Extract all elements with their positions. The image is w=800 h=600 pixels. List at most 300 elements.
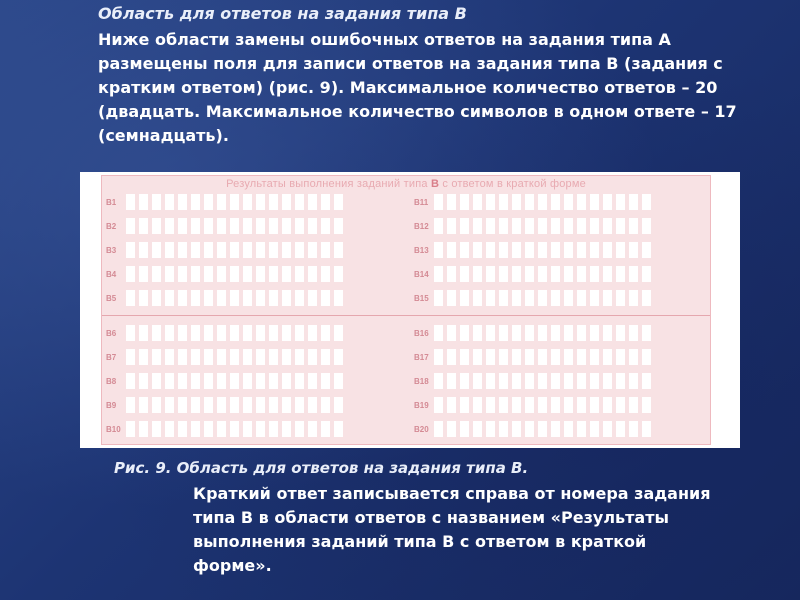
answer-cell[interactable]: [575, 323, 588, 343]
answer-cell[interactable]: [228, 240, 241, 260]
answer-cell[interactable]: [189, 240, 202, 260]
answer-cell[interactable]: [319, 192, 332, 212]
answer-cell[interactable]: [549, 347, 562, 367]
answer-cell[interactable]: [124, 192, 137, 212]
answer-cell[interactable]: [445, 288, 458, 308]
answer-cell[interactable]: [267, 371, 280, 391]
answer-cell[interactable]: [163, 371, 176, 391]
answer-cell[interactable]: [471, 347, 484, 367]
answer-cell[interactable]: [254, 240, 267, 260]
answer-cell[interactable]: [562, 192, 575, 212]
answer-cell[interactable]: [280, 192, 293, 212]
answer-cell[interactable]: [228, 371, 241, 391]
answer-cell[interactable]: [497, 240, 510, 260]
answer-cell[interactable]: [137, 264, 150, 284]
answer-cell[interactable]: [150, 347, 163, 367]
answer-cell[interactable]: [150, 216, 163, 236]
answer-cell[interactable]: [306, 192, 319, 212]
answer-cell[interactable]: [202, 264, 215, 284]
answer-cell[interactable]: [640, 323, 653, 343]
answer-cell[interactable]: [510, 323, 523, 343]
answer-cell[interactable]: [241, 347, 254, 367]
answer-cell[interactable]: [241, 371, 254, 391]
answer-cell[interactable]: [137, 288, 150, 308]
answer-cell[interactable]: [163, 264, 176, 284]
answer-cell[interactable]: [536, 216, 549, 236]
answer-cell[interactable]: [536, 192, 549, 212]
answer-cell[interactable]: [536, 288, 549, 308]
answer-cell[interactable]: [280, 323, 293, 343]
answer-cell[interactable]: [241, 288, 254, 308]
answer-cell[interactable]: [575, 288, 588, 308]
answer-cell[interactable]: [614, 395, 627, 415]
answer-cell[interactable]: [562, 240, 575, 260]
answer-cell[interactable]: [137, 419, 150, 439]
answer-cell[interactable]: [267, 395, 280, 415]
answer-cell[interactable]: [458, 347, 471, 367]
answer-cell[interactable]: [549, 395, 562, 415]
answer-cell[interactable]: [445, 347, 458, 367]
answer-cell[interactable]: [614, 216, 627, 236]
answer-cell[interactable]: [536, 347, 549, 367]
answer-cell[interactable]: [215, 264, 228, 284]
answer-cell[interactable]: [254, 371, 267, 391]
answer-cell[interactable]: [614, 347, 627, 367]
answer-cell[interactable]: [471, 395, 484, 415]
answer-cell[interactable]: [319, 216, 332, 236]
answer-cell[interactable]: [432, 264, 445, 284]
answer-cell[interactable]: [280, 264, 293, 284]
answer-cell[interactable]: [228, 192, 241, 212]
answer-cell[interactable]: [484, 240, 497, 260]
answer-cell[interactable]: [150, 240, 163, 260]
answer-cell[interactable]: [523, 288, 536, 308]
answer-cell[interactable]: [137, 216, 150, 236]
answer-cell[interactable]: [176, 395, 189, 415]
answer-cell[interactable]: [280, 288, 293, 308]
answer-cell[interactable]: [601, 264, 614, 284]
answer-cell[interactable]: [202, 347, 215, 367]
answer-cell[interactable]: [510, 419, 523, 439]
answer-cell[interactable]: [614, 264, 627, 284]
answer-cell[interactable]: [306, 240, 319, 260]
answer-cell[interactable]: [319, 371, 332, 391]
answer-cell[interactable]: [254, 323, 267, 343]
answer-cell[interactable]: [562, 371, 575, 391]
answer-cell[interactable]: [215, 288, 228, 308]
answer-cell[interactable]: [575, 371, 588, 391]
answer-cell[interactable]: [280, 240, 293, 260]
answer-cell[interactable]: [332, 192, 345, 212]
answer-cell[interactable]: [497, 192, 510, 212]
answer-cell[interactable]: [523, 240, 536, 260]
answer-cell[interactable]: [588, 264, 601, 284]
answer-cell[interactable]: [163, 395, 176, 415]
answer-cell[interactable]: [445, 419, 458, 439]
answer-cell[interactable]: [267, 216, 280, 236]
answer-cell[interactable]: [215, 371, 228, 391]
answer-cell[interactable]: [510, 371, 523, 391]
answer-cell[interactable]: [215, 192, 228, 212]
answer-cell[interactable]: [523, 323, 536, 343]
answer-cell[interactable]: [562, 323, 575, 343]
answer-cell[interactable]: [254, 419, 267, 439]
answer-cell[interactable]: [549, 371, 562, 391]
answer-cell[interactable]: [215, 419, 228, 439]
answer-cell[interactable]: [562, 216, 575, 236]
answer-cell[interactable]: [163, 288, 176, 308]
answer-cell[interactable]: [523, 419, 536, 439]
answer-cell[interactable]: [332, 323, 345, 343]
answer-cell[interactable]: [484, 371, 497, 391]
answer-cell[interactable]: [254, 264, 267, 284]
answer-cell[interactable]: [536, 264, 549, 284]
answer-cell[interactable]: [510, 395, 523, 415]
answer-cell[interactable]: [176, 264, 189, 284]
answer-cell[interactable]: [458, 288, 471, 308]
answer-cell[interactable]: [319, 264, 332, 284]
answer-cell[interactable]: [319, 288, 332, 308]
answer-cell[interactable]: [293, 288, 306, 308]
answer-cell[interactable]: [306, 264, 319, 284]
answer-cell[interactable]: [189, 288, 202, 308]
answer-cell[interactable]: [471, 192, 484, 212]
answer-cell[interactable]: [254, 347, 267, 367]
answer-cell[interactable]: [445, 240, 458, 260]
answer-cell[interactable]: [176, 347, 189, 367]
answer-cell[interactable]: [137, 395, 150, 415]
answer-cell[interactable]: [332, 419, 345, 439]
answer-cell[interactable]: [163, 240, 176, 260]
answer-cell[interactable]: [267, 288, 280, 308]
answer-cell[interactable]: [601, 371, 614, 391]
answer-cell[interactable]: [523, 192, 536, 212]
answer-cell[interactable]: [189, 216, 202, 236]
answer-cell[interactable]: [640, 240, 653, 260]
answer-cell[interactable]: [536, 323, 549, 343]
answer-cell[interactable]: [241, 264, 254, 284]
answer-cell[interactable]: [445, 371, 458, 391]
answer-cell[interactable]: [601, 347, 614, 367]
answer-cell[interactable]: [176, 323, 189, 343]
answer-cell[interactable]: [575, 347, 588, 367]
answer-cell[interactable]: [484, 264, 497, 284]
answer-cell[interactable]: [332, 371, 345, 391]
answer-cell[interactable]: [432, 371, 445, 391]
answer-cell[interactable]: [280, 216, 293, 236]
answer-cell[interactable]: [536, 419, 549, 439]
answer-cell[interactable]: [588, 288, 601, 308]
answer-cell[interactable]: [163, 419, 176, 439]
answer-cell[interactable]: [588, 371, 601, 391]
answer-cell[interactable]: [202, 419, 215, 439]
answer-cell[interactable]: [267, 323, 280, 343]
answer-cell[interactable]: [627, 216, 640, 236]
answer-cell[interactable]: [267, 240, 280, 260]
answer-cell[interactable]: [458, 264, 471, 284]
answer-cell[interactable]: [432, 192, 445, 212]
answer-cell[interactable]: [293, 371, 306, 391]
answer-cell[interactable]: [215, 216, 228, 236]
answer-cell[interactable]: [627, 288, 640, 308]
answer-cell[interactable]: [614, 240, 627, 260]
answer-cell[interactable]: [306, 323, 319, 343]
answer-cell[interactable]: [306, 419, 319, 439]
answer-cell[interactable]: [445, 395, 458, 415]
answer-cell[interactable]: [202, 323, 215, 343]
answer-cell[interactable]: [189, 323, 202, 343]
answer-cell[interactable]: [306, 288, 319, 308]
answer-cell[interactable]: [445, 264, 458, 284]
answer-cell[interactable]: [601, 216, 614, 236]
answer-cell[interactable]: [228, 323, 241, 343]
answer-cell[interactable]: [293, 323, 306, 343]
answer-cell[interactable]: [562, 395, 575, 415]
answer-cell[interactable]: [484, 323, 497, 343]
answer-cell[interactable]: [458, 419, 471, 439]
answer-cell[interactable]: [432, 288, 445, 308]
answer-cell[interactable]: [588, 419, 601, 439]
answer-cell[interactable]: [189, 347, 202, 367]
answer-cell[interactable]: [432, 216, 445, 236]
answer-cell[interactable]: [640, 395, 653, 415]
answer-cell[interactable]: [163, 192, 176, 212]
answer-cell[interactable]: [549, 240, 562, 260]
answer-cell[interactable]: [189, 395, 202, 415]
answer-cell[interactable]: [176, 192, 189, 212]
answer-cell[interactable]: [471, 288, 484, 308]
answer-cell[interactable]: [293, 419, 306, 439]
answer-cell[interactable]: [124, 347, 137, 367]
answer-cell[interactable]: [241, 419, 254, 439]
answer-cell[interactable]: [536, 371, 549, 391]
answer-cell[interactable]: [332, 216, 345, 236]
answer-cell[interactable]: [575, 192, 588, 212]
answer-cell[interactable]: [640, 192, 653, 212]
answer-cell[interactable]: [241, 395, 254, 415]
answer-cell[interactable]: [228, 347, 241, 367]
answer-cell[interactable]: [523, 264, 536, 284]
answer-cell[interactable]: [215, 395, 228, 415]
answer-cell[interactable]: [137, 347, 150, 367]
answer-cell[interactable]: [319, 323, 332, 343]
answer-cell[interactable]: [150, 419, 163, 439]
answer-cell[interactable]: [176, 419, 189, 439]
answer-cell[interactable]: [306, 347, 319, 367]
answer-cell[interactable]: [332, 395, 345, 415]
answer-cell[interactable]: [458, 371, 471, 391]
answer-cell[interactable]: [549, 323, 562, 343]
answer-cell[interactable]: [163, 347, 176, 367]
answer-cell[interactable]: [293, 395, 306, 415]
answer-cell[interactable]: [280, 347, 293, 367]
answer-cell[interactable]: [202, 240, 215, 260]
answer-cell[interactable]: [124, 264, 137, 284]
answer-cell[interactable]: [124, 419, 137, 439]
answer-cell[interactable]: [458, 192, 471, 212]
answer-cell[interactable]: [497, 216, 510, 236]
answer-cell[interactable]: [137, 192, 150, 212]
answer-cell[interactable]: [280, 419, 293, 439]
answer-cell[interactable]: [497, 323, 510, 343]
answer-cell[interactable]: [627, 240, 640, 260]
answer-cell[interactable]: [332, 288, 345, 308]
answer-cell[interactable]: [293, 240, 306, 260]
answer-cell[interactable]: [319, 395, 332, 415]
answer-cell[interactable]: [228, 419, 241, 439]
answer-cell[interactable]: [471, 264, 484, 284]
answer-cell[interactable]: [150, 288, 163, 308]
answer-cell[interactable]: [640, 371, 653, 391]
answer-cell[interactable]: [627, 395, 640, 415]
answer-cell[interactable]: [536, 395, 549, 415]
answer-cell[interactable]: [575, 419, 588, 439]
answer-cell[interactable]: [601, 192, 614, 212]
answer-cell[interactable]: [150, 371, 163, 391]
answer-cell[interactable]: [601, 419, 614, 439]
answer-cell[interactable]: [627, 371, 640, 391]
answer-cell[interactable]: [588, 347, 601, 367]
answer-cell[interactable]: [549, 264, 562, 284]
answer-cell[interactable]: [549, 419, 562, 439]
answer-cell[interactable]: [150, 323, 163, 343]
answer-cell[interactable]: [293, 264, 306, 284]
answer-cell[interactable]: [202, 216, 215, 236]
answer-cell[interactable]: [202, 371, 215, 391]
answer-cell[interactable]: [137, 371, 150, 391]
answer-cell[interactable]: [189, 192, 202, 212]
answer-cell[interactable]: [601, 240, 614, 260]
answer-cell[interactable]: [189, 419, 202, 439]
answer-cell[interactable]: [510, 216, 523, 236]
answer-cell[interactable]: [471, 371, 484, 391]
answer-cell[interactable]: [484, 216, 497, 236]
answer-cell[interactable]: [627, 264, 640, 284]
answer-cell[interactable]: [176, 240, 189, 260]
answer-cell[interactable]: [150, 192, 163, 212]
answer-cell[interactable]: [306, 395, 319, 415]
answer-cell[interactable]: [267, 264, 280, 284]
answer-cell[interactable]: [627, 323, 640, 343]
answer-cell[interactable]: [280, 395, 293, 415]
answer-cell[interactable]: [241, 216, 254, 236]
answer-cell[interactable]: [432, 240, 445, 260]
answer-cell[interactable]: [319, 240, 332, 260]
answer-cell[interactable]: [215, 323, 228, 343]
answer-cell[interactable]: [202, 192, 215, 212]
answer-cell[interactable]: [254, 288, 267, 308]
answer-cell[interactable]: [458, 395, 471, 415]
answer-cell[interactable]: [332, 347, 345, 367]
answer-cell[interactable]: [562, 419, 575, 439]
answer-cell[interactable]: [319, 419, 332, 439]
answer-cell[interactable]: [523, 371, 536, 391]
answer-cell[interactable]: [306, 371, 319, 391]
answer-cell[interactable]: [137, 240, 150, 260]
answer-cell[interactable]: [627, 192, 640, 212]
answer-cell[interactable]: [497, 395, 510, 415]
answer-cell[interactable]: [588, 240, 601, 260]
answer-cell[interactable]: [254, 395, 267, 415]
answer-cell[interactable]: [458, 323, 471, 343]
answer-cell[interactable]: [267, 419, 280, 439]
answer-cell[interactable]: [627, 419, 640, 439]
answer-cell[interactable]: [549, 192, 562, 212]
answer-cell[interactable]: [484, 288, 497, 308]
answer-cell[interactable]: [497, 288, 510, 308]
answer-cell[interactable]: [484, 192, 497, 212]
answer-cell[interactable]: [137, 323, 150, 343]
answer-cell[interactable]: [484, 395, 497, 415]
answer-cell[interactable]: [241, 192, 254, 212]
answer-cell[interactable]: [124, 288, 137, 308]
answer-cell[interactable]: [484, 347, 497, 367]
answer-cell[interactable]: [562, 347, 575, 367]
answer-cell[interactable]: [293, 347, 306, 367]
answer-cell[interactable]: [215, 347, 228, 367]
answer-cell[interactable]: [163, 216, 176, 236]
answer-cell[interactable]: [254, 216, 267, 236]
answer-cell[interactable]: [445, 192, 458, 212]
answer-cell[interactable]: [575, 264, 588, 284]
answer-cell[interactable]: [176, 371, 189, 391]
answer-cell[interactable]: [510, 347, 523, 367]
answer-cell[interactable]: [640, 288, 653, 308]
answer-cell[interactable]: [614, 323, 627, 343]
answer-cell[interactable]: [562, 288, 575, 308]
answer-cell[interactable]: [267, 192, 280, 212]
answer-cell[interactable]: [497, 419, 510, 439]
answer-cell[interactable]: [640, 347, 653, 367]
answer-cell[interactable]: [497, 371, 510, 391]
answer-cell[interactable]: [432, 347, 445, 367]
answer-cell[interactable]: [523, 395, 536, 415]
answer-cell[interactable]: [124, 395, 137, 415]
answer-cell[interactable]: [497, 264, 510, 284]
answer-cell[interactable]: [640, 216, 653, 236]
answer-cell[interactable]: [202, 395, 215, 415]
answer-cell[interactable]: [497, 347, 510, 367]
answer-cell[interactable]: [215, 240, 228, 260]
answer-cell[interactable]: [562, 264, 575, 284]
answer-cell[interactable]: [536, 240, 549, 260]
answer-cell[interactable]: [601, 395, 614, 415]
answer-cell[interactable]: [293, 216, 306, 236]
answer-cell[interactable]: [432, 323, 445, 343]
answer-cell[interactable]: [228, 395, 241, 415]
answer-cell[interactable]: [549, 216, 562, 236]
answer-cell[interactable]: [510, 288, 523, 308]
answer-cell[interactable]: [241, 323, 254, 343]
answer-cell[interactable]: [293, 192, 306, 212]
answer-cell[interactable]: [575, 216, 588, 236]
answer-cell[interactable]: [150, 395, 163, 415]
answer-cell[interactable]: [332, 240, 345, 260]
answer-cell[interactable]: [471, 216, 484, 236]
answer-cell[interactable]: [228, 264, 241, 284]
answer-cell[interactable]: [614, 371, 627, 391]
answer-cell[interactable]: [523, 216, 536, 236]
answer-cell[interactable]: [575, 240, 588, 260]
answer-cell[interactable]: [471, 240, 484, 260]
answer-cell[interactable]: [627, 347, 640, 367]
answer-cell[interactable]: [588, 395, 601, 415]
answer-cell[interactable]: [319, 347, 332, 367]
answer-cell[interactable]: [124, 216, 137, 236]
answer-cell[interactable]: [202, 288, 215, 308]
answer-cell[interactable]: [471, 419, 484, 439]
answer-cell[interactable]: [445, 216, 458, 236]
